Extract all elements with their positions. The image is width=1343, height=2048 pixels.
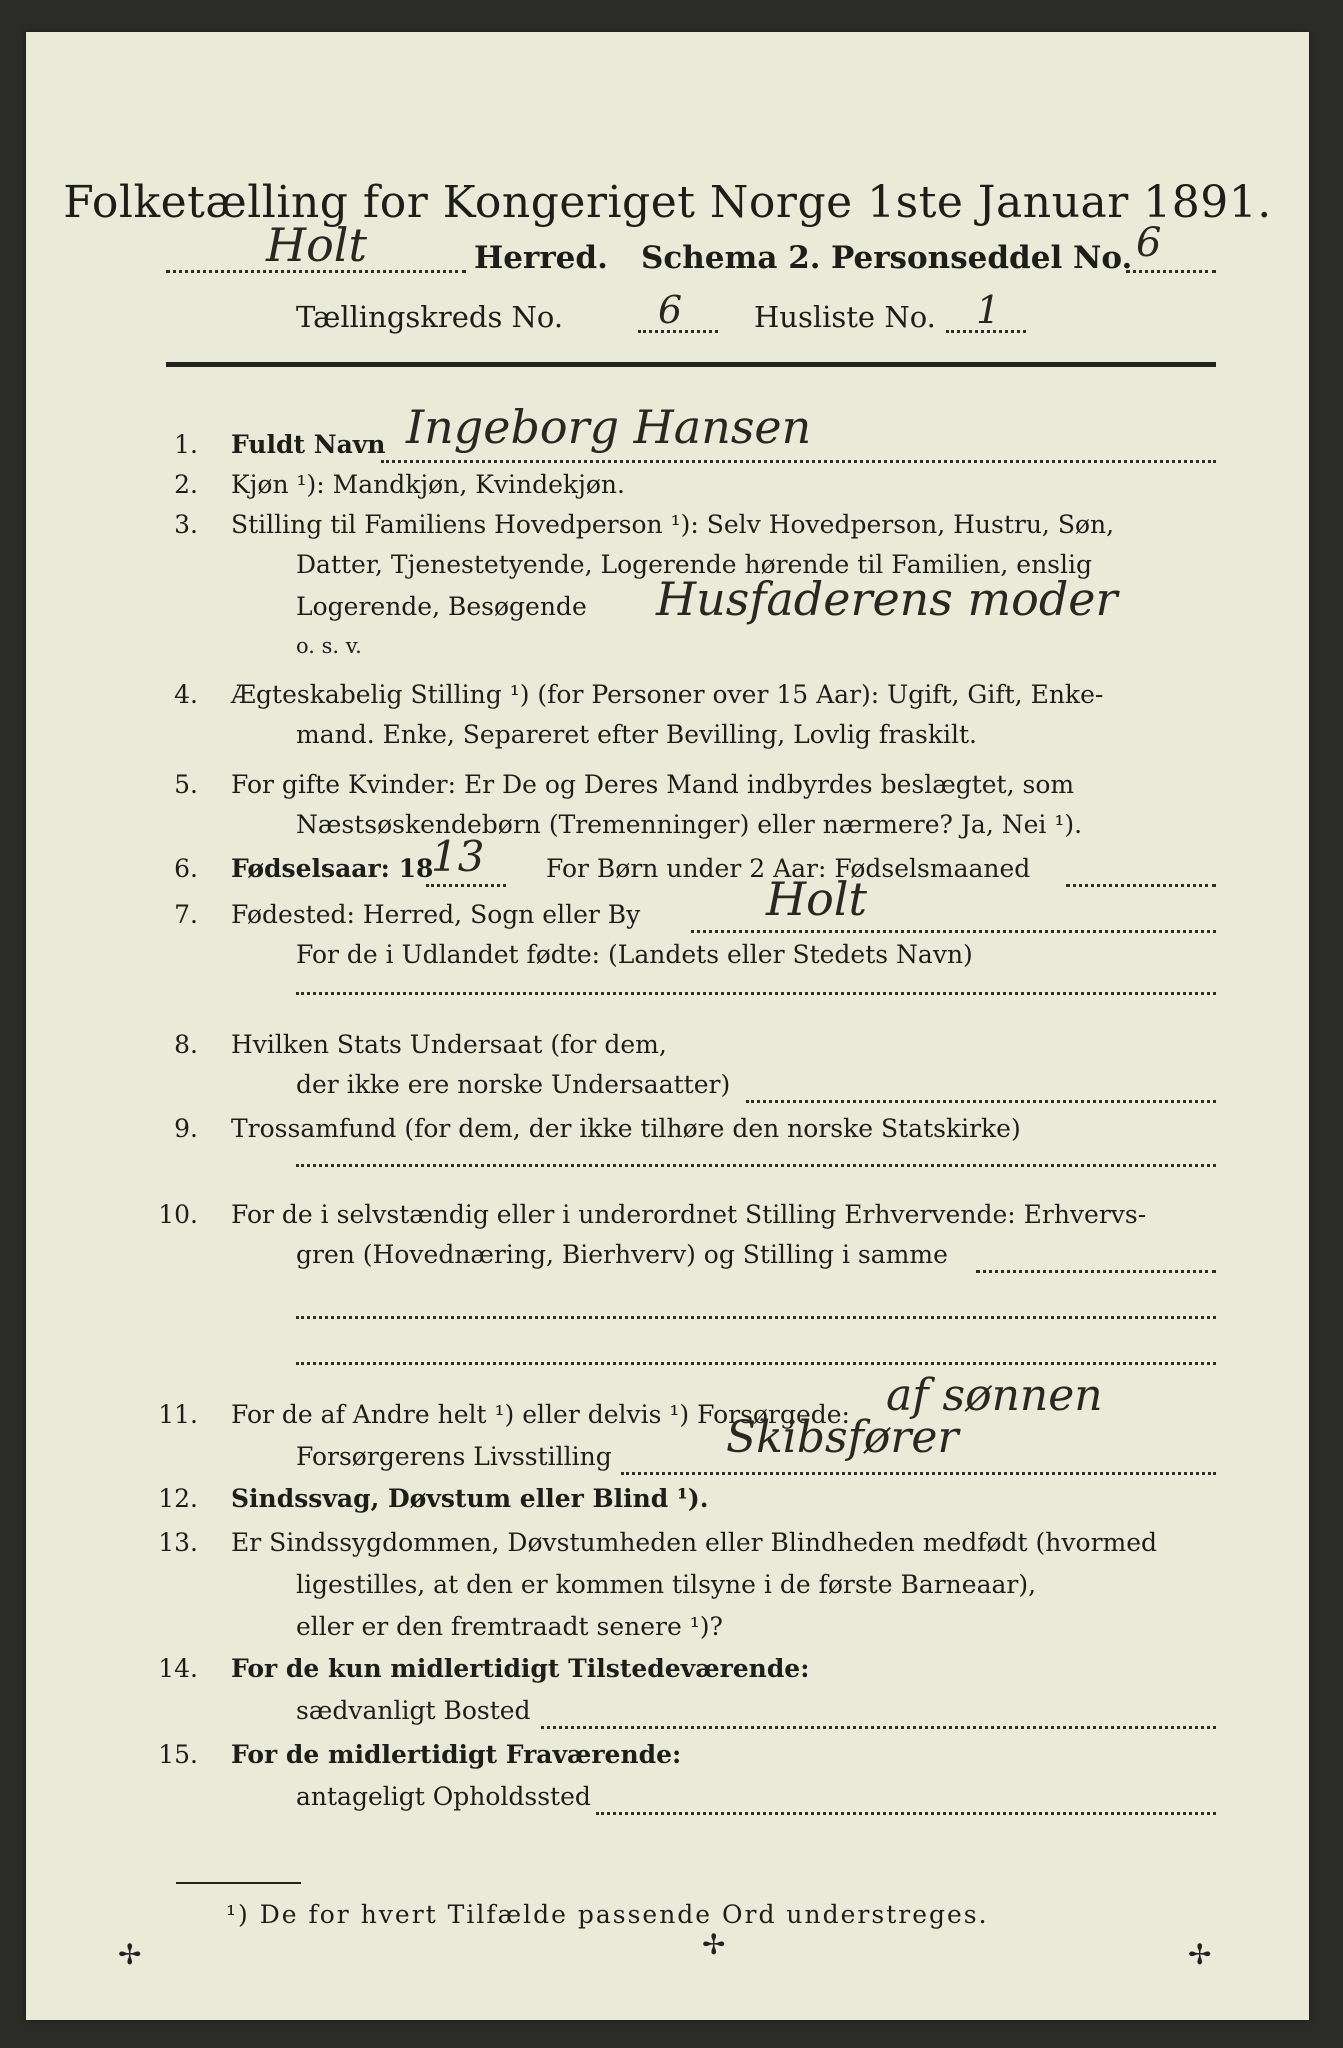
q5-line2: Næstsøskendebørn (Tremenninger) eller nærmere? Ja, Nei ¹). [296, 810, 1083, 839]
q13-line3: eller er den fremtraadt senere ¹)? [296, 1612, 723, 1641]
q15-number: 15. [158, 1740, 198, 1769]
q6-year-dotted-line [426, 884, 506, 887]
q1-dotted-line [381, 460, 1216, 463]
q1-label: Fuldt Navn [231, 430, 386, 459]
schema-label: Schema 2. [641, 240, 821, 276]
q14-line1: For de kun midlertidigt Tilstedeværende: [231, 1654, 810, 1683]
q10-line1: For de i selvstændig eller i underordnet Stilling Erhvervende: Erhvervs- [231, 1200, 1147, 1229]
q7-label: Fødested: Herred, Sogn eller By [231, 900, 641, 929]
q3-line2: Datter, Tjenestetyende, Logerende hørende til Familien, enslig [296, 550, 1093, 579]
q13-number: 13. [158, 1528, 198, 1557]
q8-line2: der ikke ere norske Undersaatter) [296, 1070, 731, 1099]
q7-answer: Holt [766, 872, 868, 926]
q6-month-dotted-line [1066, 884, 1216, 887]
q10-dotted-line-1 [976, 1270, 1216, 1273]
registration-mark-center-icon: ✢ [702, 1928, 726, 1961]
registration-mark-right-icon: ✢ [1188, 1938, 1212, 1971]
q6-label2: For Børn under 2 Aar: Fødselsmaaned [546, 854, 1031, 883]
personseddel-dotted-line [1126, 270, 1216, 273]
q6-number: 6. [174, 854, 198, 883]
q11-line2: Forsørgerens Livsstilling [296, 1442, 612, 1471]
q14-dotted-line [541, 1726, 1216, 1729]
q3-line1: Stilling til Familiens Hovedperson ¹): Selv Hovedperson, Hustru, Søn, [231, 510, 1115, 539]
q12-line1: Sindssvag, Døvstum eller Blind ¹). [231, 1484, 709, 1513]
q7-dotted-line [691, 930, 1216, 933]
q11-line1: For de af Andre helt ¹) eller delvis ¹) Forsørgede: [231, 1400, 850, 1429]
q8-number: 8. [174, 1030, 198, 1059]
q7-number: 7. [174, 900, 198, 929]
herred-value: Holt [266, 218, 368, 272]
q3-line3: Logerende, Besøgende [296, 592, 587, 621]
form-title: Folketælling for Kongeriget Norge 1ste Januar 1891. [63, 177, 1272, 228]
q10-number: 10. [158, 1200, 198, 1229]
personseddel-value: 6 [1136, 220, 1162, 266]
q4-line1: Ægteskabelig Stilling ¹) (for Personer over 15 Aar): Ugift, Gift, Enke- [231, 680, 1104, 709]
husliste-label: Husliste No. [754, 300, 936, 334]
q11-answer1: af sønnen [886, 1370, 1103, 1421]
q13-line2: ligestilles, at den er kommen tilsyne i de første Barneaar), [296, 1570, 1037, 1599]
q6-label: Fødselsaar: 18 [231, 854, 434, 883]
q1-number: 1. [174, 430, 198, 459]
q11-number: 11. [158, 1400, 198, 1429]
personseddel-label: Personseddel No. [831, 240, 1133, 276]
q10-dotted-line-3 [296, 1362, 1216, 1365]
q5-number: 5. [174, 770, 198, 799]
q11-answer2: Skibsfører [726, 1412, 959, 1463]
q15-line2: antageligt Opholdssted [296, 1782, 591, 1811]
kreds-value: 6 [658, 288, 683, 332]
q7-foreign-dotted-line [296, 992, 1216, 995]
q11-dotted-line [621, 1472, 1216, 1475]
q10-dotted-line-2 [296, 1316, 1216, 1319]
q4-number: 4. [174, 680, 198, 709]
footnote: ¹) De for hvert Tilfælde passende Ord understreges. [226, 1900, 989, 1929]
q3-number: 3. [174, 510, 198, 539]
q8-line1: Hvilken Stats Undersaat (for dem, [231, 1030, 667, 1059]
q10-line2: gren (Hovednæring, Bierhverv) og Stilling i samme [296, 1240, 948, 1269]
husliste-value: 1 [976, 288, 1001, 332]
kreds-label: Tællingskreds No. [296, 300, 564, 334]
registration-mark-left-icon: ✢ [118, 1938, 142, 1971]
q5-line1: For gifte Kvinder: Er De og Deres Mand indbyrdes beslægtet, som [231, 770, 1075, 799]
q15-line1: For de midlertidigt Fraværende: [231, 1740, 682, 1769]
q7-line2: For de i Udlandet fødte: (Landets eller Stedets Navn) [296, 940, 973, 969]
q2-line: Kjøn ¹): Mandkjøn, Kvindekjøn. [231, 470, 625, 499]
q15-dotted-line [596, 1812, 1216, 1815]
census-form-sheet [26, 32, 1309, 2020]
q13-line1: Er Sindssygdommen, Døvstumheden eller Blindheden medfødt (hvormed [231, 1528, 1158, 1557]
q1-answer: Ingeborg Hansen [406, 400, 812, 454]
q6-answer: 13 [431, 832, 485, 881]
q3-line4: o. s. v. [296, 634, 362, 658]
q4-line2: mand. Enke, Separeret efter Bevilling, Lovlig fraskilt. [296, 720, 977, 749]
q9-line1: Trossamfund (for dem, der ikke tilhøre den norske Statskirke) [231, 1114, 1021, 1143]
q12-number: 12. [158, 1484, 198, 1513]
header-rule [166, 362, 1216, 367]
q3-answer: Husfaderens moder [656, 572, 1118, 626]
q14-number: 14. [158, 1654, 198, 1683]
q9-dotted-line [296, 1164, 1216, 1167]
q9-number: 9. [174, 1114, 198, 1143]
q2-number: 2. [174, 470, 198, 499]
herred-label: Herred. [474, 240, 608, 276]
q14-line2: sædvanligt Bosted [296, 1696, 531, 1725]
q8-dotted-line [746, 1100, 1216, 1103]
footnote-rule [176, 1882, 301, 1884]
